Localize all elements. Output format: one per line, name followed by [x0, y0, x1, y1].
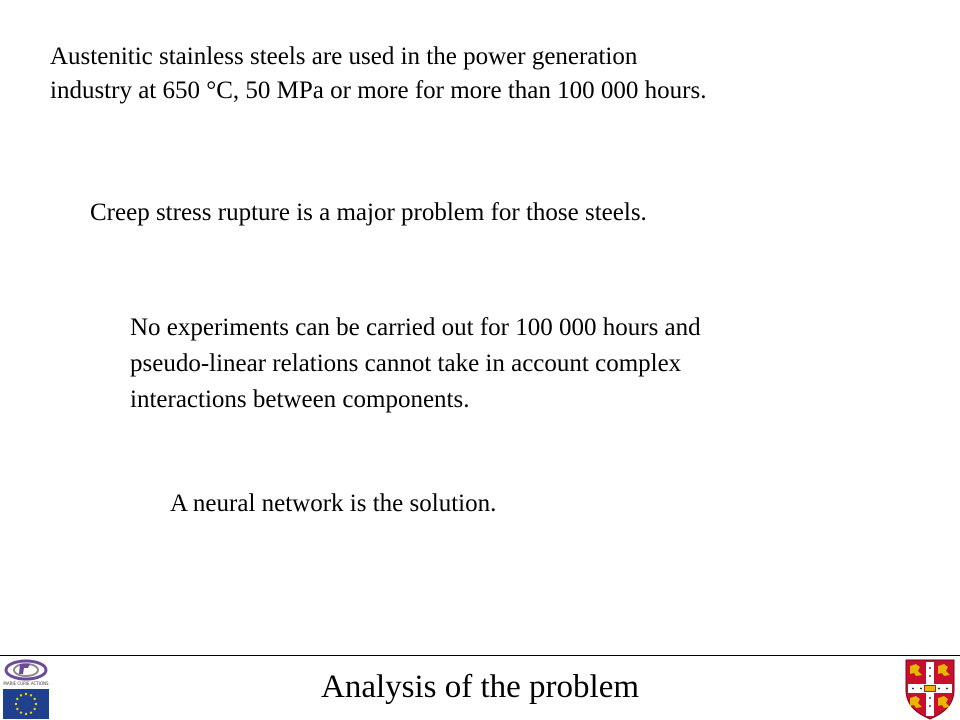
paragraph-line: interactions between components. [130, 386, 470, 413]
eu-star-icon [33, 708, 35, 710]
eu-star-icon [25, 713, 27, 715]
cambridge-shield-icon [904, 658, 956, 720]
paragraph-line: Austenitic stainless steels are used in the power generation [50, 43, 638, 70]
paragraph-line: No experiments can be carried out for 100 000 hours and [130, 314, 701, 341]
eu-star-icon [16, 708, 18, 710]
logo-caption: MARIE CURIE ACTIONS [3, 681, 49, 686]
paragraph-line: Creep stress rupture is a major problem for those steels. [90, 199, 647, 226]
footer-divider [0, 655, 960, 656]
paragraph-line: A neural network is the solution. [170, 490, 497, 517]
paragraph-experiments [130, 310, 701, 418]
paragraph-line: industry at 650 °C, 50 MPa or more for more than 100 000 hours. [50, 77, 707, 104]
footer-title: Analysis of the problem [320, 669, 640, 705]
eu-star-icon [30, 711, 32, 713]
eu-star-icon [20, 711, 22, 713]
paragraph-austenitic-steels [50, 40, 706, 108]
paragraph-neural-network [170, 487, 496, 521]
paragraph-line: pseudo-linear relations cannot take in account complex [130, 350, 682, 377]
paragraph-creep-rupture [90, 196, 647, 230]
